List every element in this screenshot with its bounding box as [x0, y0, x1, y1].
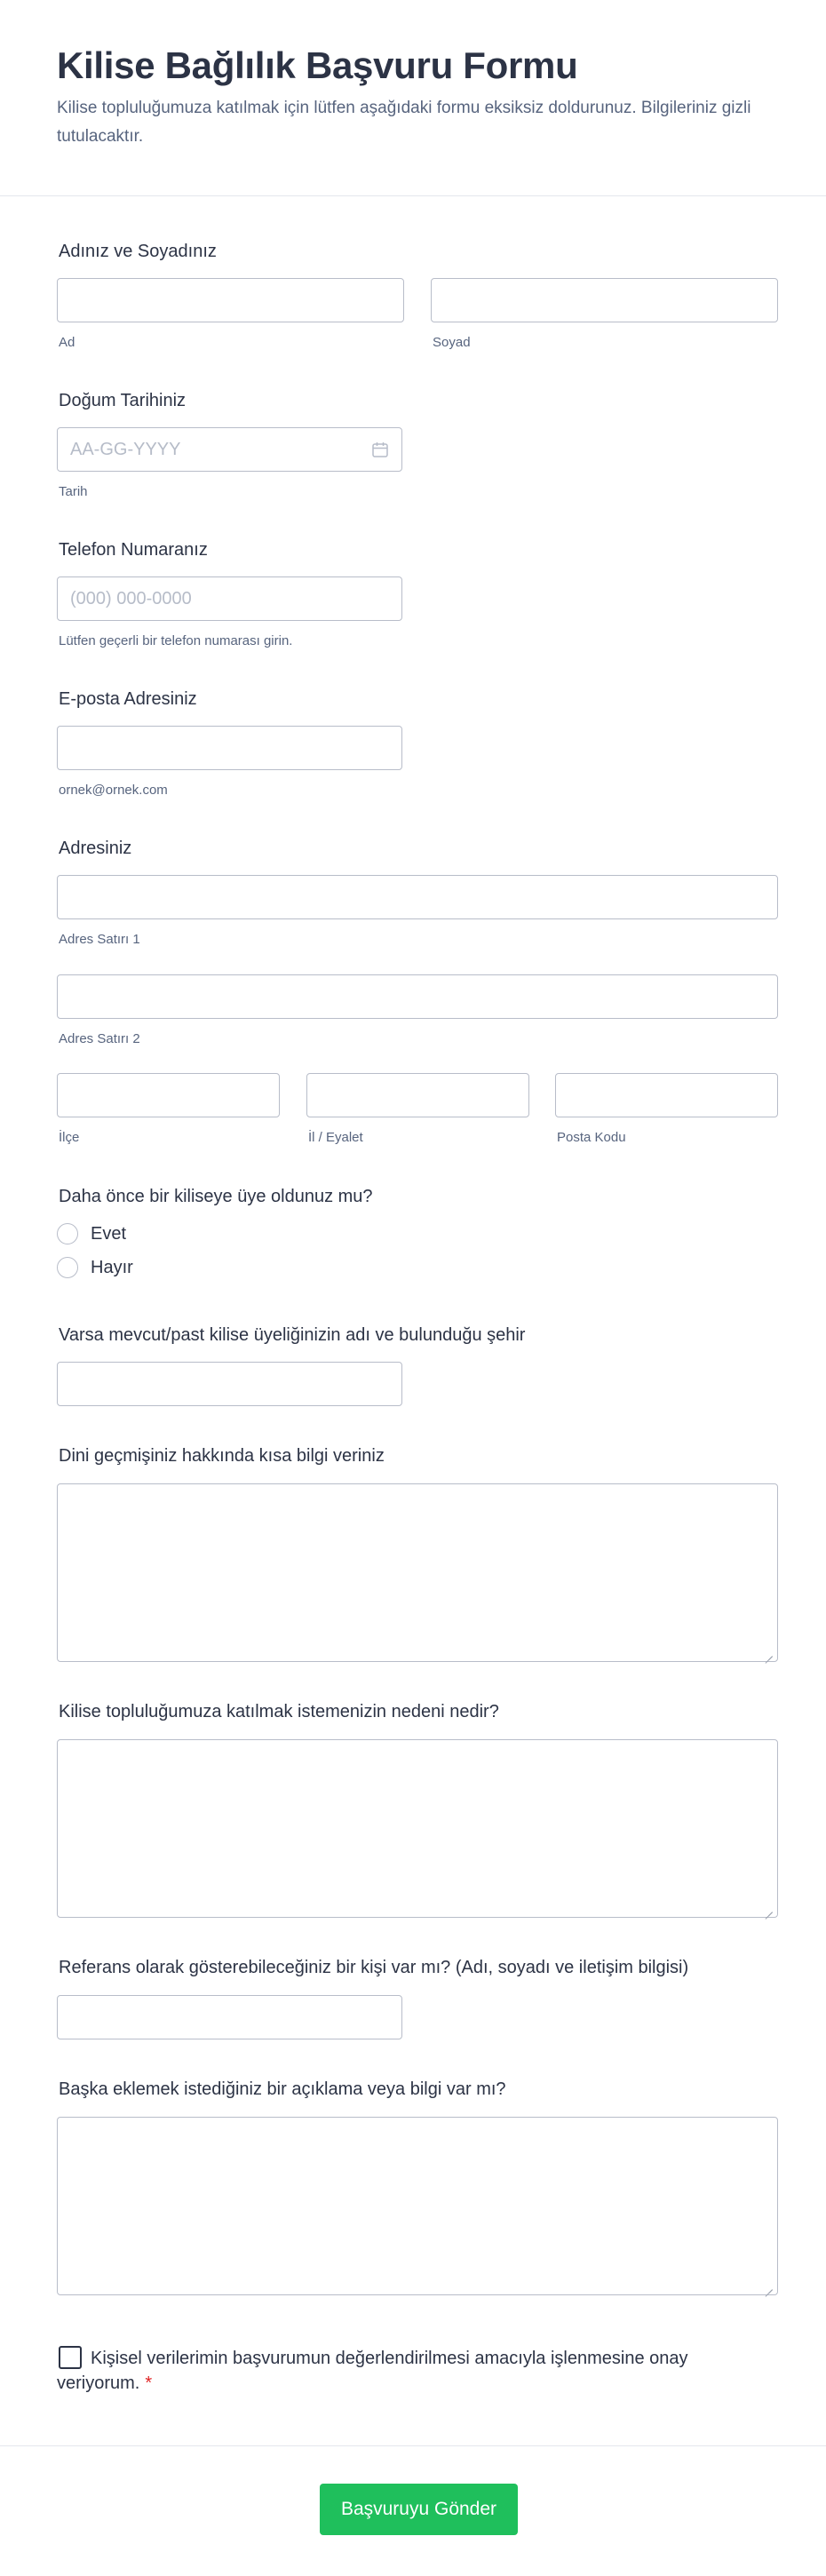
radio-option-yes[interactable]: [57, 1223, 126, 1244]
radio-no-label: Hayır: [91, 1257, 133, 1277]
radio-no[interactable]: [57, 1257, 78, 1278]
district-sublabel: İlçe: [59, 1130, 80, 1145]
email-label: E-posta Adresiniz: [59, 689, 197, 709]
submit-button[interactable]: Başvuruyu Gönder: [320, 2484, 518, 2535]
resize-grip-icon[interactable]: [764, 2281, 774, 2292]
page-subtitle: Kilise topluluğumuza katılmak için lütfen aşağıdaki formu eksiksiz doldurunuz. Bilgileriniz gizli tutulacaktır.: [57, 99, 751, 146]
additional-textarea[interactable]: [57, 2117, 778, 2295]
first-name-sublabel: Ad: [59, 335, 75, 350]
religious-background-textarea[interactable]: [57, 1483, 778, 1662]
resize-grip-icon[interactable]: [764, 1648, 774, 1658]
radio-yes-label: Evet: [91, 1223, 127, 1244]
required-mark: *: [145, 2373, 153, 2393]
resize-grip-icon[interactable]: [764, 1904, 774, 1914]
reason-label: Kilise topluluğumuza katılmak istemenizin nedeni nedir?: [59, 1702, 499, 1721]
consent-label: [57, 2346, 696, 2396]
state-input[interactable]: [306, 1073, 529, 1117]
address-line1-input[interactable]: [57, 875, 778, 919]
district-input[interactable]: [57, 1073, 280, 1117]
state-sublabel: İl / Eyalet: [308, 1130, 363, 1145]
additional-label: Başka eklemek istediğiniz bir açıklama veya bilgi var mı?: [59, 2079, 506, 2099]
name-label: Adınız ve Soyadınız: [59, 242, 217, 261]
birthdate-input[interactable]: [57, 427, 402, 472]
form-header: [0, 0, 826, 196]
calendar-icon[interactable]: [371, 441, 389, 458]
email-sublabel: ornek@ornek.com: [59, 783, 168, 798]
address-line2-input[interactable]: [57, 974, 778, 1019]
last-name-sublabel: Soyad: [433, 335, 471, 350]
reason-textarea[interactable]: [57, 1739, 778, 1918]
postal-code-input[interactable]: [555, 1073, 778, 1117]
postal-code-sublabel: Posta Kodu: [557, 1130, 626, 1145]
religious-background-label: Dini geçmişiniz hakkında kısa bilgi veriniz: [59, 1446, 385, 1466]
address-label: Adresiniz: [59, 839, 132, 858]
birthdate-label: Doğum Tarihiniz: [59, 391, 187, 410]
last-name-input[interactable]: [431, 278, 778, 322]
consent-text: Kişisel verilerimin başvurumun değerlendirilmesi amacıyla işlenmesine onay veriyorum.: [57, 2349, 688, 2393]
birthdate-sublabel: Tarih: [59, 484, 88, 499]
prior-church-input[interactable]: [57, 1362, 402, 1406]
prior-member-label: Daha önce bir kiliseye üye oldunuz mu?: [59, 1187, 373, 1206]
reference-label: Referans olarak gösterebileceğiniz bir kişi var mı? (Adı, soyadı ve iletişim bilgisi): [59, 1958, 689, 1977]
phone-sublabel: Lütfen geçerli bir telefon numarası girin.: [59, 633, 293, 648]
email-input[interactable]: [57, 726, 402, 770]
address-line2-sublabel: Adres Satırı 2: [59, 1031, 140, 1046]
page-title: Kilise Bağlılık Başvuru Formu: [57, 44, 578, 86]
reference-input[interactable]: [57, 1995, 402, 2039]
footer-divider: [0, 2445, 826, 2446]
phone-label: Telefon Numaranız: [59, 540, 208, 560]
radio-yes[interactable]: [57, 1223, 78, 1244]
address-line1-sublabel: Adres Satırı 1: [59, 932, 140, 947]
radio-option-no[interactable]: [57, 1257, 133, 1278]
first-name-input[interactable]: [57, 278, 404, 322]
prior-church-label: Varsa mevcut/past kilise üyeliğinizin adı ve bulunduğu şehir: [59, 1325, 526, 1345]
phone-input[interactable]: [57, 576, 402, 621]
